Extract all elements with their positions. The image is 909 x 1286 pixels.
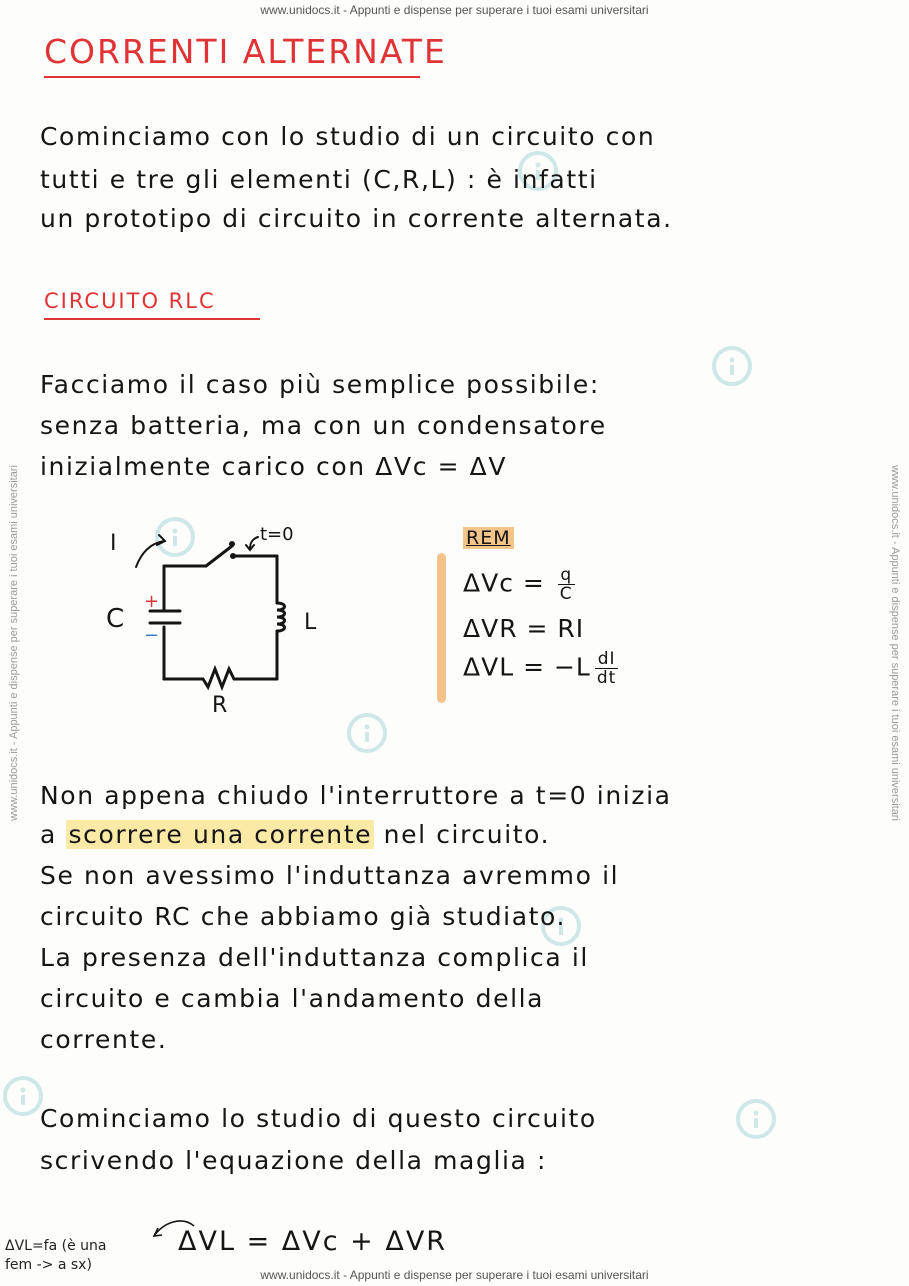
left-side-watermark: www.unidocs.it - Appunti e dispense per superare i tuoi esami universitari xyxy=(8,465,20,821)
paragraph-line: scrivendo l'equazione della maglia : xyxy=(40,1146,548,1175)
page-title: CORRENTI ALTERNATE xyxy=(44,32,447,71)
inductor-coil xyxy=(277,603,285,631)
unidocs-watermark-icon xyxy=(733,1096,779,1142)
paragraph-line: inizialmente carico con ΔVc = ΔV xyxy=(40,452,508,481)
paragraph-line: Se non avessimo l'induttanza avremmo il xyxy=(40,861,620,890)
title-underline xyxy=(44,76,420,78)
rem-equation-resistor: ΔVR = RI xyxy=(463,614,585,643)
top-banner: www.unidocs.it - Appunti e dispense per superare i tuoi esami universitari xyxy=(260,3,649,17)
resistor-label: R xyxy=(212,693,228,718)
resistor-zigzag xyxy=(203,669,234,687)
rem-fraction-num: dI xyxy=(595,650,618,669)
current-label: I xyxy=(110,531,117,556)
highlighted-text: scorrere una corrente xyxy=(68,820,373,849)
unidocs-watermark-icon xyxy=(344,710,390,756)
paragraph-line: La presenza dell'induttanza complica il xyxy=(40,943,589,972)
minus-sign: − xyxy=(144,625,160,646)
right-side-watermark: www.unidocs.it - Appunti e dispense per superare i tuoi esami universitari xyxy=(889,465,901,821)
unidocs-watermark-icon xyxy=(709,343,755,389)
rem-highlight-bar xyxy=(437,553,446,703)
margin-note-line: ΔVL=fa (è una xyxy=(5,1238,107,1254)
rem-fraction-q-c xyxy=(558,566,575,603)
inductor-label: L xyxy=(304,610,317,635)
intro-line: Cominciamo con lo studio di un circuito con xyxy=(40,122,656,151)
paragraph-line: Non appena chiudo l'interruttore a t=0 inizia xyxy=(40,781,672,810)
rem-eq-l-left: ΔVL = −L xyxy=(463,652,591,682)
paragraph-line: circuito e cambia l'andamento della xyxy=(40,984,545,1013)
plus-sign: + xyxy=(144,591,160,612)
rem-eq-c-left: ΔVc = xyxy=(463,568,554,598)
intro-line: tutti e tre gli elementi (C,R,L) : è infatti xyxy=(40,165,598,194)
rem-fraction-den: dt xyxy=(596,668,617,688)
paragraph-line: Cominciamo lo studio di questo circuito xyxy=(40,1104,597,1133)
switch-blade xyxy=(206,546,232,566)
section-title: CIRCUITO RLC xyxy=(44,289,216,313)
paragraph-text: nel circuito. xyxy=(374,820,551,849)
paragraph-line: corrente. xyxy=(40,1025,168,1054)
rem-fraction-num: q xyxy=(558,566,575,585)
rem-equation-inductor xyxy=(463,650,618,687)
rem-equation-capacitor xyxy=(463,566,575,603)
switch-time-label: t=0 xyxy=(260,524,294,545)
rem-label: REM xyxy=(463,527,514,549)
section-title-underline xyxy=(44,318,260,320)
intro-line: un prototipo di circuito in corrente alternata. xyxy=(40,204,673,233)
paragraph-text: a xyxy=(40,820,67,849)
rlc-circuit-diagram xyxy=(100,515,340,725)
margin-note-line: fem -> a sx) xyxy=(5,1257,92,1273)
loop-equation: ΔVL = ΔVc + ΔVR xyxy=(178,1226,448,1257)
paragraph-line: senza batteria, ma con un condensatore xyxy=(40,411,607,440)
rem-fraction-di-dt xyxy=(595,650,618,687)
paragraph-line: circuito RC che abbiamo già studiato. xyxy=(40,902,567,931)
rem-fraction-den: C xyxy=(559,584,573,604)
capacitor-label: C xyxy=(106,604,125,634)
paragraph-line xyxy=(40,820,550,849)
bottom-banner: www.unidocs.it - Appunti e dispense per superare i tuoi esami universitari xyxy=(260,1268,649,1282)
paragraph-line: Facciamo il caso più semplice possibile: xyxy=(40,370,600,399)
